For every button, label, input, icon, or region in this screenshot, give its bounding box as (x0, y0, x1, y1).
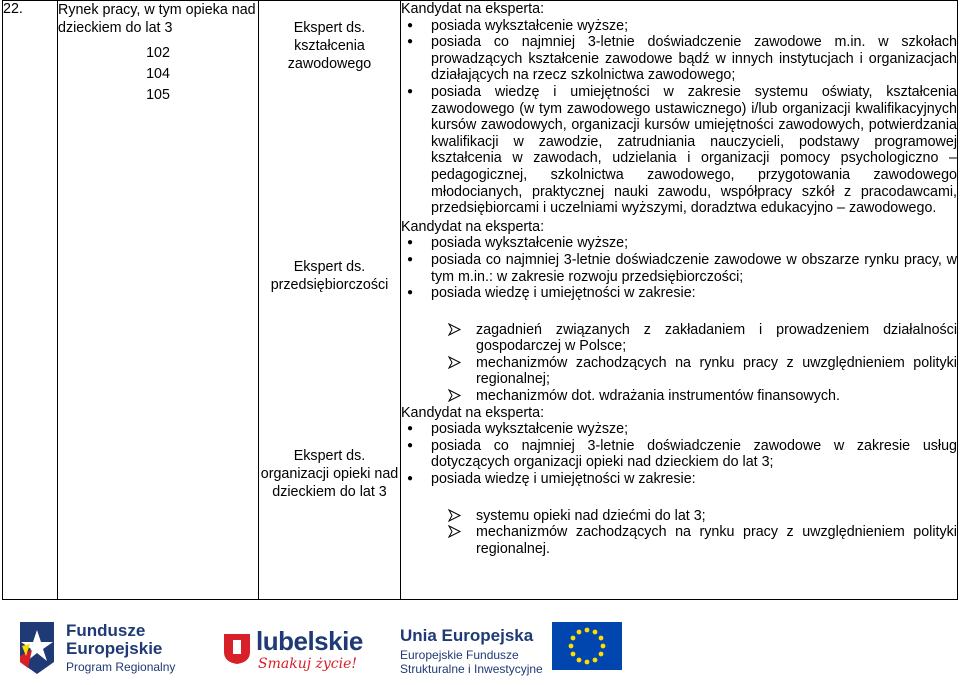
fundusze-europejskie-logo (14, 616, 194, 678)
ue-logo-line: Europejskie Fundusze (400, 648, 519, 662)
candidate-heading: Kandydat na eksperta: (401, 218, 545, 235)
requirement-item: ● posiada co najmniej 3-letnie doświadczenie zawodowe w zakresie usług dotyczących organizacji opieki nad dzieckiem do lat 3; (401, 438, 957, 471)
fe-logo-subtitle: Program Regionalny (66, 660, 176, 674)
requirement-item: ● posiada wiedzę i umiejętności w zakresie: (401, 285, 957, 302)
expert-name-childcare: Ekspert ds. organizacji opieki nad dzieckiem do lat 3 (260, 448, 399, 500)
lubelskie-slogan: Smakuj życie! (258, 656, 358, 672)
topic-code: 105 (146, 87, 170, 103)
fe-star-emblem-icon (14, 616, 60, 678)
topic-codes (58, 43, 258, 106)
knowledge-area-item (446, 508, 957, 525)
arrowhead-bullet-icon (448, 509, 462, 522)
knowledge-area-text: systemu opieki nad dziećmi do lat 3; (476, 507, 706, 524)
arrowhead-bullet-icon (448, 323, 462, 336)
candidate-heading: Kandydat na eksperta: (401, 1, 545, 17)
candidate-heading: Kandydat na eksperta: (401, 404, 545, 421)
lubelskie-emblem-icon (220, 630, 254, 666)
arrowhead-bullet-icon (448, 389, 462, 402)
requirement-item: ● posiada wykształcenie wyższe; (401, 235, 957, 252)
requirement-item: ● posiada wykształcenie wyższe; (401, 421, 957, 438)
requirement-item: ● posiada wiedzę i umiejętności w zakresie: (401, 471, 957, 488)
knowledge-area-text: mechanizmów dot. wdrażania instrumentów finansowych. (476, 388, 840, 405)
topic-title: Rynek pracy, w tym opieka nad dzieckiem do lat 3 (58, 2, 256, 36)
arrowhead-bullet-icon (448, 525, 462, 538)
requirements-list (401, 18, 957, 217)
requirement-item: ● posiada wykształcenie wyższe; (401, 18, 957, 35)
topic-code: 104 (146, 66, 170, 82)
topic-cell (58, 1, 259, 600)
ue-logo-title: Unia Europejska (400, 626, 534, 645)
expert-name-vocational: Ekspert ds. kształcenia zawodowego (287, 20, 372, 72)
eu-flag-icon (552, 622, 622, 670)
knowledge-area-item (446, 388, 957, 405)
requirements-cell (401, 1, 958, 600)
unia-europejska-logo (400, 618, 940, 680)
lubelskie-logo (220, 620, 363, 678)
ue-logo-subtitle (400, 648, 543, 676)
requirement-item: ● posiada co najmniej 3-letnie doświadczenie zawodowe w obszarze rynku pracy, w tym m.in.: w zakresie rozwoju przedsiębiorczości; (401, 252, 957, 285)
requirements-list (401, 235, 957, 301)
topic-code: 102 (146, 45, 170, 61)
expert-name-entrepreneurship: Ekspert ds. przedsiębiorczości (270, 259, 389, 293)
fe-logo-line: Europejskie (66, 639, 163, 658)
knowledge-area-text: zagadnień związanych z zakładaniem i prowadzeniem działalności gospodarczej w Polsce; (476, 321, 957, 355)
knowledge-area-item (446, 524, 957, 557)
experts-table (2, 0, 958, 600)
ue-logo-line: Strukturalne i Inwestycyjne (400, 662, 543, 676)
requirement-item: ● posiada co najmniej 3-letnie doświadczenie zawodowe m.in. w szkołach prowadzących kształcenie zawodowe bądź w innych instytucjach i organizacjach działających na rzecz szkolnictwa zawodowego; (401, 34, 957, 84)
fe-logo-line: Fundusze (66, 621, 146, 640)
knowledge-area-item (446, 322, 957, 355)
knowledge-area-text: mechanizmów zachodzących na rynku pracy z uwzględnieniem polityki regionalnej. (476, 524, 957, 557)
knowledge-areas-list (401, 508, 957, 558)
knowledge-area-item (446, 355, 957, 388)
footer-logos (0, 608, 960, 685)
knowledge-area-text: mechanizmów zachodzących na rynku pracy z uwzględnieniem polityki regionalnej; (476, 354, 957, 388)
eu-stars-icon (552, 622, 622, 670)
requirement-item: ● posiada wiedzę i umiejętności w zakresie systemu oświaty, kształcenia zawodowego (w tym zawodowego ustawicznego) i/lub organizacji kwalifikacyjnych kursów zawodowych, organizacji kursów umiejętności zawodowych, potwierdzania kwalifikacji w zawodzie, zatrudniania nauczycieli, podstawy programowej kształcenia w zawodach, udzielania i organizacji pomocy psychologiczno – pedagogicznej, szkolnictwa zawodowego, przygotowania zawodowego młodocianych, praktycznej nauki zawodu, współpracy szkół z pracodawcami, przedsiębiorcami i uczelniami wyższymi, doradztwa edukacyjno – zawodowego. (401, 84, 957, 217)
requirements-list (401, 421, 957, 487)
fe-logo-text (66, 622, 162, 658)
experts-column (259, 1, 401, 600)
arrowhead-bullet-icon (448, 356, 462, 369)
knowledge-areas-list (401, 322, 957, 405)
lubelskie-wordmark: lubelskie (256, 626, 363, 656)
row-number: 22. (3, 1, 58, 600)
